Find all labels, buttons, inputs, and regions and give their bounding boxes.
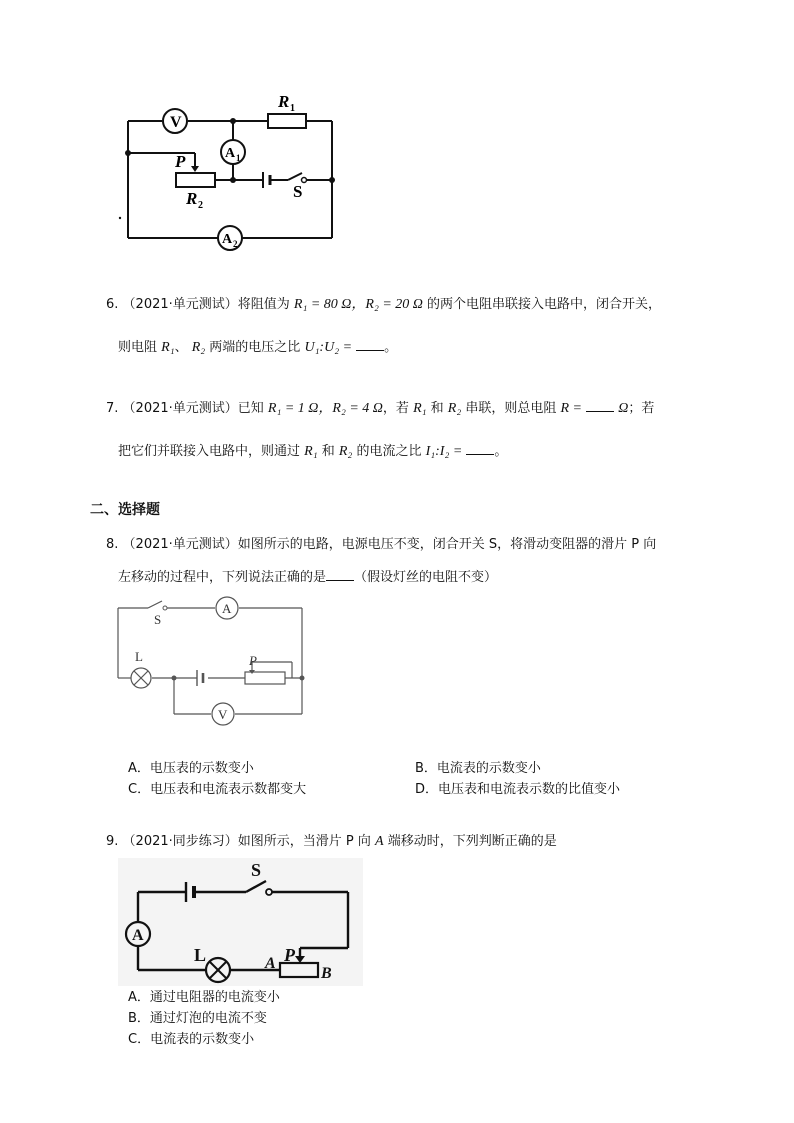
- answer-blank[interactable]: [466, 442, 494, 455]
- formula: R₁: [161, 340, 175, 355]
- slider-label: P: [175, 152, 186, 171]
- circuit-diagram-1: [100, 80, 360, 260]
- formula: R =: [560, 401, 582, 416]
- question-text: 将阻值为: [237, 297, 290, 312]
- question-text: 已知: [237, 401, 264, 416]
- option-c[interactable]: C．电流表的示数变小: [128, 1032, 255, 1047]
- formula: R₂: [447, 401, 462, 416]
- end-a-label: A: [265, 955, 276, 972]
- option-a[interactable]: A．电压表的示数变小: [128, 761, 254, 776]
- r1-subscript: 1: [290, 103, 295, 114]
- question-source: （2021·单元测试）: [122, 537, 238, 552]
- formula: R₁: [304, 444, 318, 459]
- r2-subscript: 2: [198, 200, 203, 211]
- question-text: 左移动的过程中，下列说法正确的是: [118, 570, 327, 585]
- question-number: 9.: [106, 834, 119, 849]
- question-text: 串联，则总电阻: [465, 401, 557, 416]
- question-text: 两端的电压之比: [209, 340, 301, 355]
- end-punct: 。: [384, 340, 398, 355]
- question-number: 7.: [106, 401, 119, 416]
- question-7-line-2: [118, 442, 507, 462]
- section-heading: 二、选择题: [90, 502, 160, 518]
- question-text: 端移动时，下列判断正确的是: [387, 834, 557, 849]
- question-text: 如图所示的电路，电源电压不变，闭合开关 S，将滑动变阻器的滑片 P 向: [237, 537, 657, 552]
- formula: A: [375, 834, 384, 849]
- option-b[interactable]: B．通过灯泡的电流不变: [128, 1011, 267, 1026]
- answer-blank[interactable]: [356, 338, 384, 351]
- ammeter1-label: A: [225, 146, 236, 161]
- r1-label: R: [278, 92, 290, 111]
- question-number: 8.: [106, 537, 119, 552]
- voltmeter-label: V: [218, 707, 228, 722]
- circuit-diagram-9: [118, 858, 363, 986]
- question-source: （2021·单元测试）: [122, 297, 238, 312]
- answer-blank[interactable]: [586, 399, 614, 412]
- question-6-line-2: [118, 338, 397, 358]
- option-c[interactable]: C．电压表和电流表示数都变大: [128, 782, 307, 797]
- r2-label: R: [186, 189, 198, 208]
- slider-label: P: [284, 945, 295, 965]
- formula: R₂: [338, 444, 353, 459]
- question-text: 则电阻: [118, 340, 158, 355]
- separator: 、: [174, 340, 188, 355]
- ammeter-label: A: [222, 601, 232, 616]
- answer-blank[interactable]: [326, 568, 354, 581]
- lamp-label: L: [194, 945, 207, 965]
- switch-label: S: [154, 612, 162, 627]
- question-text: 和: [430, 401, 444, 416]
- end-b-label: B: [321, 965, 332, 982]
- ammeter1-subscript: 1: [236, 153, 241, 163]
- question-text: ，若: [382, 401, 409, 416]
- formula: I₁:I₂ =: [425, 444, 463, 459]
- circuit-diagram-8: [110, 590, 320, 735]
- formula: U₁:U₂ =: [304, 340, 353, 355]
- option-b[interactable]: B．电流表的示数变小: [415, 761, 541, 776]
- formula: R₁ = 80 Ω，R₂ = 20 Ω: [293, 297, 423, 312]
- end-punct: 。: [494, 444, 508, 459]
- question-text: 把它们并联接入电路中，则通过: [118, 444, 301, 459]
- formula: R₁: [413, 401, 427, 416]
- question-number: 6.: [106, 297, 119, 312]
- option-d[interactable]: D．电压表和电流表示数的比值变小: [415, 782, 621, 797]
- question-source: （2021·单元测试）: [122, 401, 238, 416]
- question-text: 的两个电阻串联接入电路中，闭合开关，: [427, 297, 662, 312]
- switch-label: S: [293, 182, 303, 201]
- ammeter2-subscript: 2: [233, 239, 238, 249]
- unit: Ω: [618, 401, 629, 416]
- question-text: ；若: [628, 401, 655, 416]
- ammeter2-label: A: [222, 232, 233, 247]
- question-6-line-1: [106, 295, 661, 315]
- question-7-line-1: [106, 399, 654, 419]
- switch-label: S: [251, 860, 262, 880]
- question-text: 如图所示，当滑片 P 向: [237, 834, 371, 849]
- question-8-line-2: [118, 568, 497, 588]
- slider-label: P: [249, 653, 257, 668]
- question-source: （2021·同步练习）: [122, 834, 238, 849]
- question-8-line-1: [106, 535, 656, 555]
- question-9-line-1: [106, 832, 557, 852]
- option-a[interactable]: A．通过电阻器的电流变小: [128, 990, 280, 1005]
- question-text: 和: [321, 444, 335, 459]
- formula: R₁ = 1 Ω，R₂ = 4 Ω: [267, 401, 383, 416]
- voltmeter-label: V: [170, 114, 182, 131]
- lamp-label: L: [135, 649, 143, 664]
- question-text: （假设灯丝的电阻不变）: [354, 570, 498, 585]
- ammeter-label: A: [132, 927, 144, 944]
- question-text: 的电流之比: [356, 444, 422, 459]
- formula: R₂: [191, 340, 206, 355]
